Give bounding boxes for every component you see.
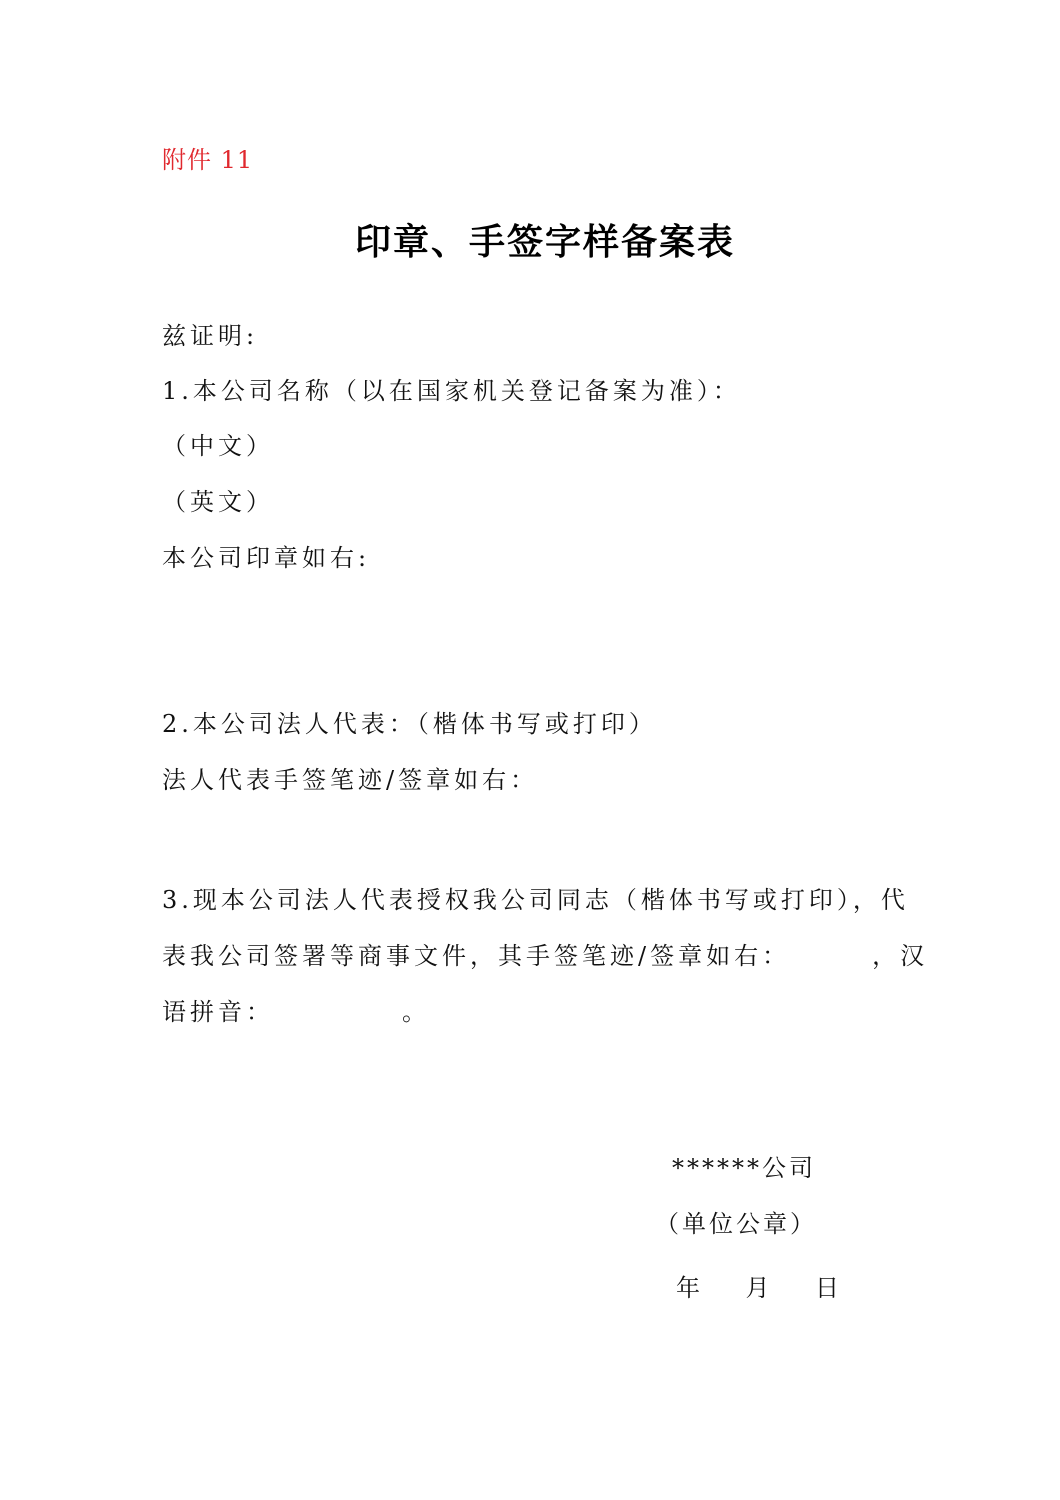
item3-paragraph [162,872,932,1040]
attachment-label: 附件 11 [162,146,254,174]
item3-text-end: 。 [402,998,430,1026]
legal-rep-signature-line: 法人代表手签笔迹/签章如右： [162,766,539,794]
seal-line: 本公司印章如右: [162,544,371,572]
seal-note: （单位公章） [655,1210,817,1238]
item3-text-part2: ，汉语拼音： [162,942,929,1026]
chinese-name-label: （中文） [162,432,274,460]
date-line: 年 月 日 [676,1274,843,1302]
company-name: ******公司 [672,1154,816,1182]
english-name-label: （英文） [162,488,274,516]
item1-heading: 1.本公司名称（以在国家机关登记备案为准）： [162,377,741,405]
intro-text: 兹证明: [162,322,259,350]
document-title: 印章、手签字样备案表 [354,222,735,263]
item2-heading: 2.本公司法人代表：（楷体书写或打印） [162,710,657,738]
item3-text-part1: 3.现本公司法人代表授权我公司同志（楷体书写或打印），代表我公司签署等商事文件，其手签笔迹/签章如右： [162,886,909,970]
